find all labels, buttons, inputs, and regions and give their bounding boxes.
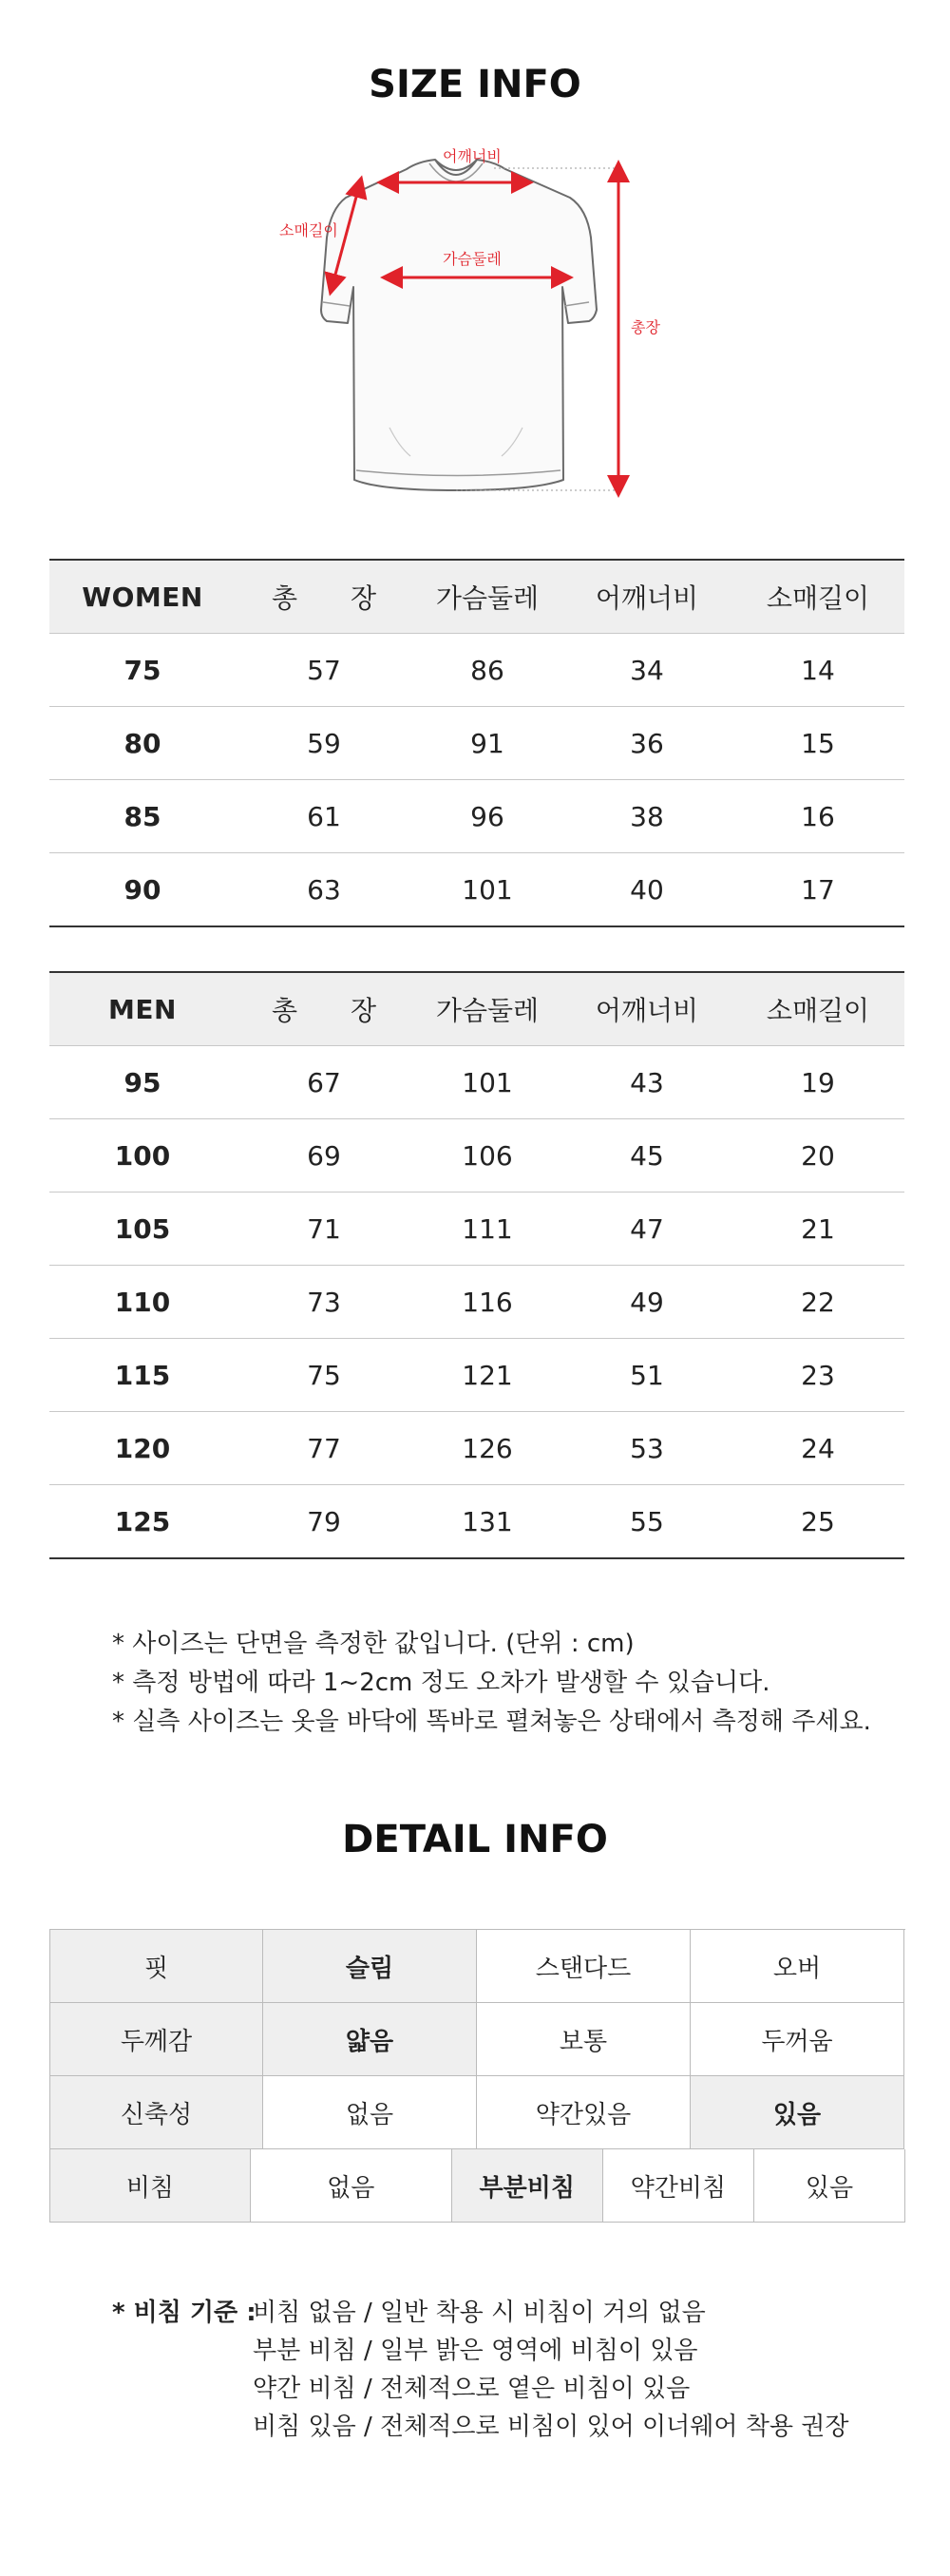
value-cell: 91 [412,707,562,780]
header-chest: 가슴둘레 [412,560,562,634]
value-cell: 22 [732,1266,904,1339]
detail-option: 오버 [691,1930,904,2003]
note-line: * 실측 사이즈는 옷을 바닥에 똑바로 펼쳐놓은 상태에서 측정해 주세요. [112,1708,871,1736]
criteria-line: 약간 비침 / 전체적으로 옅은 비침이 있음 [253,2375,691,2403]
size-cell: 80 [49,707,236,780]
value-cell: 19 [732,1046,904,1119]
criteria-row [112,2370,848,2408]
detail-option: 있음 [754,2149,905,2223]
detail-label: 두께감 [50,2003,263,2076]
detail-option: 약간비침 [603,2149,754,2223]
value-cell: 20 [732,1119,904,1193]
value-cell: 96 [412,780,562,853]
criteria-spacer [112,2370,253,2408]
value-cell: 43 [562,1046,732,1119]
value-cell: 131 [412,1485,562,1559]
size-cell: 125 [49,1485,236,1559]
detail-option: 보통 [477,2003,691,2076]
table-row [49,780,904,853]
value-cell: 73 [236,1266,412,1339]
tshirt-outline-icon [266,143,684,504]
header-shoulder: 어깨너비 [562,560,732,634]
detail-option: 스탠다드 [477,1930,691,2003]
table-row [49,707,904,780]
value-cell: 55 [562,1485,732,1559]
measurement-notes [112,1625,871,1742]
detail-row-fit [50,1930,905,2003]
header-sleeve: 소매길이 [732,560,904,634]
size-cell: 105 [49,1193,236,1266]
criteria-line: 부분 비침 / 일부 밝은 영역에 비침이 있음 [253,2337,698,2365]
detail-option: 부분비침 [452,2149,603,2223]
value-cell: 53 [562,1412,732,1485]
value-cell: 23 [732,1339,904,1412]
value-cell: 17 [732,853,904,927]
size-cell: 100 [49,1119,236,1193]
value-cell: 67 [236,1046,412,1119]
table-row [49,853,904,927]
value-cell: 106 [412,1119,562,1193]
detail-option: 두꺼움 [691,2003,904,2076]
value-cell: 79 [236,1485,412,1559]
value-cell: 116 [412,1266,562,1339]
value-cell: 34 [562,634,732,707]
value-cell: 59 [236,707,412,780]
criteria-spacer [112,2408,253,2446]
men-size-table [49,971,904,1559]
header-sleeve: 소매길이 [732,972,904,1046]
detail-row-thickness [50,2003,905,2076]
note-line: * 사이즈는 단면을 측정한 값입니다. (단위 : cm) [112,1630,635,1658]
header-length: 총 장 [236,972,412,1046]
value-cell: 40 [562,853,732,927]
size-cell: 75 [49,634,236,707]
size-cell: 115 [49,1339,236,1412]
sheerness-criteria [112,2294,848,2446]
criteria-row [112,2332,848,2370]
value-cell: 86 [412,634,562,707]
table-header-row [49,972,904,1046]
value-cell: 21 [732,1193,904,1266]
size-cell: 120 [49,1412,236,1485]
detail-option: 없음 [251,2149,452,2223]
tshirt-measurement-diagram [266,143,684,504]
header-chest: 가슴둘레 [412,972,562,1046]
value-cell: 51 [562,1339,732,1412]
value-cell: 16 [732,780,904,853]
table-row [49,634,904,707]
header-shoulder: 어깨너비 [562,972,732,1046]
value-cell: 24 [732,1412,904,1485]
value-cell: 61 [236,780,412,853]
criteria-label: * 비침 기준 : [112,2299,256,2327]
detail-info-title: DETAIL INFO [342,1818,608,1861]
detail-label: 비침 [50,2149,251,2223]
note-line: * 측정 방법에 따라 1~2cm 정도 오차가 발생할 수 있습니다. [112,1669,770,1697]
table-row [49,1046,904,1119]
size-cell: 85 [49,780,236,853]
value-cell: 126 [412,1412,562,1485]
criteria-row [112,2408,848,2446]
size-cell: 95 [49,1046,236,1119]
header-size: WOMEN [49,560,236,634]
table-row [49,1193,904,1266]
detail-row-stretch [50,2076,905,2149]
value-cell: 49 [562,1266,732,1339]
table-row [49,1266,904,1339]
value-cell: 45 [562,1119,732,1193]
detail-label: 핏 [50,1930,263,2003]
detail-option: 슬림 [263,1930,477,2003]
chest-width-label: 가슴둘레 [443,250,502,268]
value-cell: 75 [236,1339,412,1412]
value-cell: 57 [236,634,412,707]
criteria-spacer [112,2332,253,2370]
table-row [49,1485,904,1559]
criteria-row [112,2294,848,2332]
detail-option: 약간있음 [477,2076,691,2149]
criteria-line: 비침 없음 / 일반 착용 시 비침이 거의 없음 [253,2299,706,2327]
detail-info-table [49,1929,905,2223]
header-size: MEN [49,972,236,1046]
women-size-table [49,559,904,927]
value-cell: 101 [412,853,562,927]
table-row [49,1339,904,1412]
size-cell: 110 [49,1266,236,1339]
shoulder-width-label: 어깨너비 [443,147,502,165]
value-cell: 63 [236,853,412,927]
value-cell: 77 [236,1412,412,1485]
value-cell: 47 [562,1193,732,1266]
size-info-title: SIZE INFO [369,63,581,106]
value-cell: 15 [732,707,904,780]
sleeve-length-label: 소매길이 [279,221,338,239]
value-cell: 36 [562,707,732,780]
size-cell: 90 [49,853,236,927]
detail-row-sheerness [50,2149,905,2223]
table-row [49,1119,904,1193]
value-cell: 25 [732,1485,904,1559]
detail-option: 없음 [263,2076,477,2149]
value-cell: 111 [412,1193,562,1266]
detail-option: 얇음 [263,2003,477,2076]
header-length: 총 장 [236,560,412,634]
table-header-row [49,560,904,634]
value-cell: 101 [412,1046,562,1119]
value-cell: 38 [562,780,732,853]
detail-option: 있음 [691,2076,904,2149]
criteria-line: 비침 있음 / 전체적으로 비침이 있어 이너웨어 착용 권장 [253,2413,849,2441]
total-length-label: 총장 [631,318,660,336]
value-cell: 71 [236,1193,412,1266]
value-cell: 69 [236,1119,412,1193]
value-cell: 14 [732,634,904,707]
table-row [49,1412,904,1485]
detail-label: 신축성 [50,2076,263,2149]
value-cell: 121 [412,1339,562,1412]
